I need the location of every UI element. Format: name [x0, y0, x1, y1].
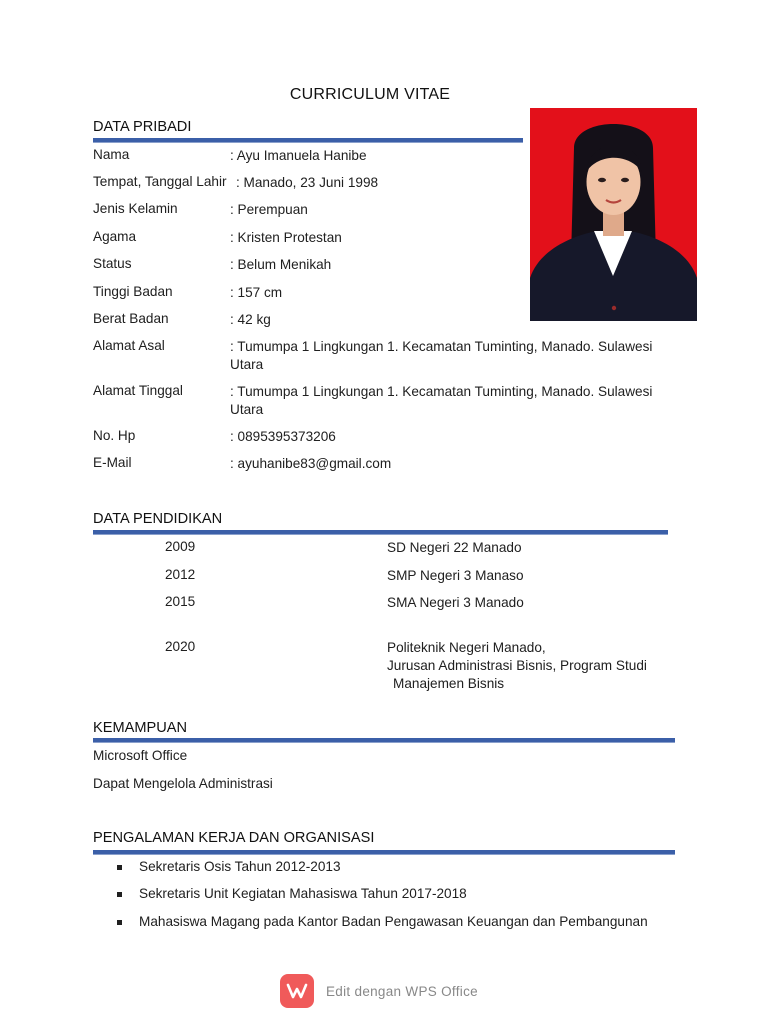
document-title: CURRICULUM VITAE: [289, 86, 451, 103]
field-label: Jenis Kelamin: [93, 201, 178, 216]
education-school: [387, 539, 687, 557]
section-rule-experience: [93, 850, 675, 855]
section-rule-skills: [93, 738, 675, 743]
experience-text: Mahasiswa Magang pada Kantor Badan Pengawasan Keuangan dan Pembangunan: [139, 914, 648, 929]
field-value: : Tumumpa 1 Lingkungan 1. Kecamatan Tuminting, Manado. Sulawesi Utara: [230, 384, 653, 417]
section-rule-personal: [93, 138, 523, 143]
skill-item: Dapat Mengelola Administrasi: [93, 776, 273, 791]
field-value: : 0895395373206: [230, 429, 336, 444]
field-label: Tinggi Badan: [93, 284, 173, 299]
field-value: : Kristen Protestan: [230, 230, 342, 245]
field-label: Status: [93, 256, 132, 271]
bullet-icon: [117, 920, 122, 925]
photo-eye-left: [598, 178, 606, 182]
education-school-line: Manajemen Bisnis: [393, 676, 505, 691]
field-label: E-Mail: [93, 455, 132, 470]
section-title-education: DATA PENDIDIKAN: [93, 511, 223, 527]
education-year: 2020: [165, 639, 196, 654]
bullet-icon: [117, 865, 122, 870]
wps-edit-badge[interactable]: [280, 974, 478, 1008]
field-label: No. Hp: [93, 428, 136, 443]
section-rule-education: [93, 530, 668, 535]
education-school: [387, 639, 687, 693]
experience-text: Sekretaris Unit Kegiatan Mahasiswa Tahun 2017-2018: [139, 886, 467, 901]
field-value: : Perempuan: [230, 202, 308, 217]
education-year: 2015: [165, 594, 196, 609]
field-label: Tempat, Tanggal Lahir: [93, 174, 227, 189]
education-school-line: Jurusan Administrasi Bisnis, Program Studi: [387, 658, 647, 673]
field-label: Nama: [93, 147, 130, 162]
field-value: : Manado, 23 Juni 1998: [236, 175, 379, 190]
section-title-skills: KEMAMPUAN: [93, 720, 188, 736]
education-school-line: SMA Negeri 3 Manado: [387, 595, 524, 610]
field-label: Agama: [93, 229, 137, 244]
field-value: : ayuhanibe83@gmail.com: [230, 456, 392, 471]
bullet-icon: [117, 892, 122, 897]
education-school-line: SMP Negeri 3 Manaso: [387, 568, 524, 583]
education-school: [387, 594, 687, 612]
section-title-experience: PENGALAMAN KERJA DAN ORGANISASI: [93, 830, 375, 846]
education-year: 2012: [165, 567, 196, 582]
field-value: : 42 kg: [230, 312, 271, 327]
wps-office-icon: [280, 974, 314, 1008]
education-year: 2009: [165, 539, 196, 554]
photo-button: [612, 306, 616, 310]
field-value: : Tumumpa 1 Lingkungan 1. Kecamatan Tuminting, Manado. Sulawesi Utara: [230, 339, 653, 372]
field-label: Alamat Tinggal: [93, 383, 183, 398]
education-school-line: SD Negeri 22 Manado: [387, 540, 522, 555]
field-value: : 157 cm: [230, 285, 283, 300]
field-label: Berat Badan: [93, 311, 169, 326]
field-label: Alamat Asal: [93, 338, 165, 353]
experience-text: Sekretaris Osis Tahun 2012-2013: [139, 859, 341, 874]
field-value: : Belum Menikah: [230, 257, 332, 272]
skill-item: Microsoft Office: [93, 748, 188, 763]
wps-edit-label: Edit dengan WPS Office: [326, 983, 478, 999]
education-school: [387, 567, 687, 585]
field-value: : Ayu Imanuela Hanibe: [230, 148, 367, 163]
section-title-personal: DATA PRIBADI: [93, 119, 192, 135]
profile-photo: [530, 108, 697, 321]
photo-eye-right: [621, 178, 629, 182]
education-school-line: Politeknik Negeri Manado,: [387, 640, 546, 655]
